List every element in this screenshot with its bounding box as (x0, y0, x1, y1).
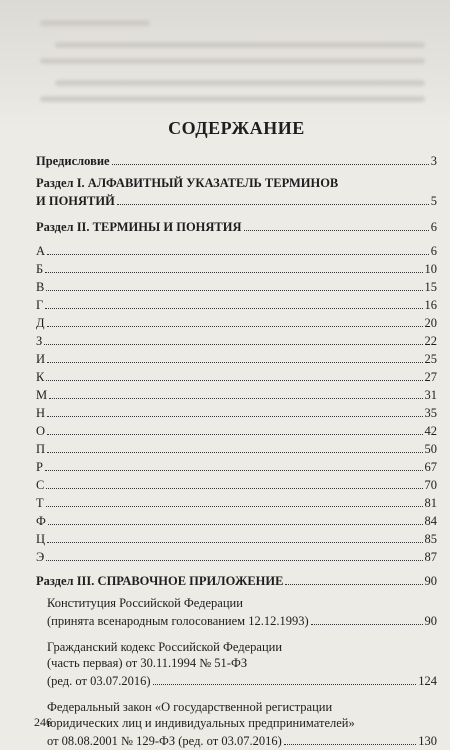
leader-dots (47, 434, 422, 435)
toc-entry-federal-law[interactable] (36, 699, 437, 749)
leader-dots (244, 230, 429, 231)
leader-dots (47, 254, 429, 255)
toc-page-number: 35 (424, 406, 437, 420)
toc-page-number: 5 (430, 194, 437, 208)
toc-entry-letter[interactable] (36, 439, 437, 457)
toc-entry-letter[interactable] (36, 511, 437, 529)
toc-label: З (36, 334, 43, 348)
leader-dots (47, 362, 422, 363)
toc-page-number: 87 (424, 550, 437, 564)
previous-page-bleed-through (0, 0, 450, 125)
toc-label: Ц (36, 532, 46, 546)
toc-entry-section-2[interactable] (36, 217, 437, 235)
toc-entry-civil-code[interactable] (36, 639, 437, 689)
table-of-contents (36, 118, 437, 749)
toc-label-line-3: (ред. от 03.07.2016) (47, 674, 151, 688)
toc-label: Предисловие (36, 154, 110, 168)
toc-entry-letter[interactable] (36, 403, 437, 421)
toc-label-line-2: (часть первая) от 30.11.1994 № 51-ФЗ (47, 656, 248, 670)
toc-label: Д (36, 316, 45, 330)
toc-entry-letter[interactable] (36, 259, 437, 277)
toc-page-number: 15 (424, 280, 437, 294)
toc-page-number: 85 (424, 532, 437, 546)
toc-page-number: 81 (424, 496, 437, 510)
toc-page-number: 90 (424, 574, 437, 588)
page-title: СОДЕРЖАНИЕ (168, 118, 305, 138)
toc-page-number: 70 (424, 478, 437, 492)
toc-label-line-2: (принята всенародным голосованием 12.12.1993) (47, 614, 309, 628)
toc-label-line-2: юридических лиц и индивидуальных предпринимателей» (47, 716, 355, 730)
toc-label: М (36, 388, 48, 402)
toc-label-line-1: Конституция Российской Федерации (47, 596, 243, 610)
toc-entry-letter[interactable] (36, 547, 437, 565)
toc-page-number: 130 (418, 734, 437, 748)
toc-page-number: 90 (424, 614, 437, 628)
toc-page-number: 6 (430, 220, 437, 234)
toc-label: П (36, 442, 46, 456)
leader-dots (45, 272, 422, 273)
leader-dots (46, 506, 423, 507)
toc-page-number: 124 (418, 674, 437, 688)
toc-label: И (36, 352, 46, 366)
toc-label: Э (36, 550, 45, 564)
leader-dots (46, 560, 422, 561)
toc-page-number: 10 (424, 262, 437, 276)
leader-dots (47, 416, 422, 417)
leader-dots (46, 380, 422, 381)
toc-entry-preface[interactable] (36, 151, 437, 169)
leader-dots (311, 624, 423, 625)
leader-dots (285, 584, 422, 585)
toc-entry-letter[interactable] (36, 529, 437, 547)
toc-page-number: 84 (424, 514, 437, 528)
toc-entry-letter[interactable] (36, 313, 437, 331)
toc-page-number: 6 (430, 244, 437, 258)
toc-page-number: 20 (424, 316, 437, 330)
toc-entry-section-1[interactable] (36, 175, 437, 209)
leader-dots (45, 470, 423, 471)
toc-entry-letter[interactable] (36, 475, 437, 493)
toc-entry-section-3[interactable] (36, 571, 437, 589)
toc-entry-letter[interactable] (36, 385, 437, 403)
toc-entry-letter[interactable] (36, 331, 437, 349)
toc-entry-letter[interactable] (36, 277, 437, 295)
toc-entry-letter[interactable] (36, 367, 437, 385)
toc-page-number: 67 (424, 460, 437, 474)
leader-dots (45, 308, 422, 309)
toc-label: Т (36, 496, 44, 510)
toc-label: С (36, 478, 45, 492)
leader-dots (46, 488, 422, 489)
leader-dots (153, 684, 417, 685)
toc-entry-letter[interactable] (36, 493, 437, 511)
toc-page-number: 50 (424, 442, 437, 456)
page-number-footer: 246 (34, 715, 52, 729)
toc-page-number: 3 (430, 154, 437, 168)
toc-label-line-3: от 08.08.2001 № 129-ФЗ (ред. от 03.07.2016) (47, 734, 282, 748)
leader-dots (284, 744, 416, 745)
toc-label: Г (36, 298, 44, 312)
toc-entry-letter[interactable] (36, 421, 437, 439)
toc-label-line-2: И ПОНЯТИЙ (36, 194, 115, 208)
toc-page-number: 22 (424, 334, 437, 348)
toc-page-number: 31 (424, 388, 437, 402)
toc-page-number: 16 (424, 298, 437, 312)
toc-page-number: 25 (424, 352, 437, 366)
leader-dots (47, 452, 422, 453)
leader-dots (49, 398, 422, 399)
toc-label: Б (36, 262, 44, 276)
toc-label: Н (36, 406, 46, 420)
toc-label: О (36, 424, 46, 438)
toc-label: Раздел II. ТЕРМИНЫ И ПОНЯТИЯ (36, 220, 242, 234)
leader-dots (47, 542, 422, 543)
letter-list (36, 241, 437, 565)
toc-label: Раздел III. СПРАВОЧНОЕ ПРИЛОЖЕНИЕ (36, 574, 284, 588)
toc-entry-letter[interactable] (36, 295, 437, 313)
leader-dots (117, 204, 429, 205)
leader-dots (47, 326, 423, 327)
leader-dots (112, 164, 429, 165)
toc-label-line-1: Гражданский кодекс Российской Федерации (47, 640, 283, 654)
toc-label: Ф (36, 514, 46, 528)
toc-label: А (36, 244, 46, 258)
toc-entry-constitution[interactable] (36, 595, 437, 629)
toc-label-line-1: Раздел I. АЛФАВИТНЫЙ УКАЗАТЕЛЬ ТЕРМИНОВ (36, 176, 339, 190)
toc-label: Р (36, 460, 43, 474)
toc-label-line-1: Федеральный закон «О государственной регистрации (47, 700, 333, 714)
leader-dots (46, 290, 422, 291)
toc-entry-letter[interactable] (36, 457, 437, 475)
leader-dots (48, 524, 423, 525)
toc-page-number: 27 (424, 370, 437, 384)
leader-dots (44, 344, 422, 345)
toc-page-number: 42 (424, 424, 437, 438)
toc-entry-letter[interactable] (36, 241, 437, 259)
toc-entry-letter[interactable] (36, 349, 437, 367)
toc-label: К (36, 370, 45, 384)
toc-label: В (36, 280, 45, 294)
